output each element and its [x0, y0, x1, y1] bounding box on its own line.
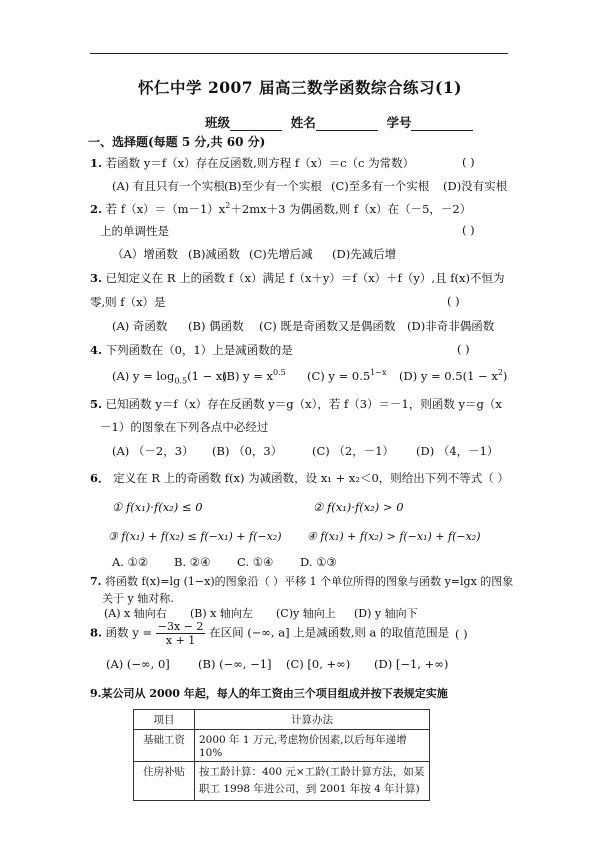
name-label: 姓名	[290, 115, 316, 130]
q6-option-b[interactable]: B. ②④	[174, 555, 211, 569]
q5-option-c[interactable]: (C) （2，－1）	[312, 444, 395, 458]
q3-option-b[interactable]: (B) 偶函数	[188, 319, 244, 333]
q6-option-a[interactable]: A. ①②	[112, 555, 149, 569]
q5-line2: －1）的图象在下列各点中必经过	[100, 420, 269, 434]
question-8: 8. 函数 y = $\frac{-3x - 2}{x + 1}$ 在区间 (−∞, a] 上是减函数,则 a 的取值范围是	[90, 620, 450, 647]
class-label: 班级	[205, 115, 231, 130]
table-cell: 基础工资	[134, 730, 195, 762]
q4-options	[112, 368, 507, 385]
class-field[interactable]	[230, 118, 282, 131]
q6-item-2: ② f(x₁)·f(x₂) > 0	[313, 500, 404, 514]
q3-options	[112, 318, 494, 334]
q8-options	[106, 657, 448, 671]
question-3: 3. 已知定义在 R 上的函数 f（x）满足 f（x＋y）＝f（x）＋f（y）,且 f(x)不恒为	[90, 271, 505, 285]
q2-option-a[interactable]: （A）增函数	[112, 247, 178, 261]
q5-option-a[interactable]: (A) （－2，3）	[112, 444, 194, 458]
q1-option-a[interactable]: (A) 有且只有一个实根	[112, 179, 225, 193]
q7-option-b[interactable]: (B) x 轴向左	[190, 607, 253, 620]
q5-option-b[interactable]: (B) （0，3）	[212, 444, 283, 458]
q1-options	[112, 178, 507, 194]
question-1: 1. 若函数 y＝f（x）存在反函数,则方程 f（x）＝c（c 为常数）	[90, 156, 415, 170]
q6-option-c[interactable]: C. ①④	[237, 555, 274, 569]
answer-paren-4[interactable]: ( )	[457, 342, 470, 356]
table-cell: 2000 年 1 万元,考虑物价因素,以后每年递增 10%	[195, 730, 430, 762]
q2-option-b[interactable]: (B)减函数	[188, 247, 240, 261]
q4-option-d[interactable]: (D) $y = 0.5(1 - x^2)$	[399, 368, 508, 383]
q6-options	[112, 555, 337, 569]
q4-option-b[interactable]: (B) $y = x^{0.5}$	[222, 368, 286, 383]
q1-option-d[interactable]: (D)没有实根	[443, 179, 508, 193]
table-header: 计算办法	[195, 710, 430, 730]
section-heading: 一、选择题(每题 5 分,共 60 分)	[88, 135, 266, 149]
q2-option-d[interactable]: (D)先减后增	[332, 247, 397, 261]
student-info	[205, 113, 473, 131]
q6-item-1: ① f(x₁)·f(x₂) ≤ 0	[112, 500, 203, 514]
q2-option-c[interactable]: (C)先增后减	[249, 247, 313, 261]
q3-line2: 零,则 f（x）是	[90, 295, 166, 309]
id-field[interactable]	[411, 118, 473, 131]
name-field[interactable]	[316, 118, 378, 131]
question-9: 9.某公司从 2000 年起，每人的年工资由三个项目组成并按下表规定实施	[90, 687, 448, 700]
q2-line2: 上的单调性是	[100, 224, 169, 238]
q8-fraction: $\frac{-3x - 2}{x + 1}$	[157, 620, 204, 647]
salary-table	[133, 709, 430, 801]
q7-line2: 关于 y 轴对称.	[102, 592, 174, 605]
answer-paren-8[interactable]: ( )	[455, 627, 468, 641]
q5-options	[112, 443, 498, 459]
answer-paren-2[interactable]: ( )	[462, 223, 475, 237]
id-label: 学号	[386, 115, 412, 130]
q7-option-a[interactable]: (A) x 轴向右	[104, 607, 167, 620]
q3-option-a[interactable]: (A) 奇函数	[112, 319, 168, 333]
q8-option-a[interactable]: (A) (−∞, 0]	[106, 657, 170, 671]
q8-option-d[interactable]: (D) [−1, +∞)	[374, 657, 449, 671]
q6-item-4: ④ f(x₁) + f(x₂) > f(−x₁) + f(−x₂)	[307, 530, 481, 543]
q1-option-c[interactable]: (C)至多有一个实根	[331, 179, 430, 193]
q8-option-c[interactable]: (C) [0, +∞)	[286, 657, 351, 671]
answer-paren-3[interactable]: ( )	[447, 294, 460, 308]
question-5: 5. 已知函数 y＝f（x）存在反函数 y＝g（x），若 f（3）＝－1，则函数 y＝g（x	[90, 397, 502, 411]
table-row	[134, 762, 430, 801]
q8-option-b[interactable]: (B) (−∞, −1]	[198, 657, 272, 671]
q7-option-d[interactable]: (D) y 轴向下	[354, 607, 418, 620]
q4-option-a[interactable]: (A) $y = \log_{0.5}(1 - x)$	[112, 368, 227, 386]
q1-option-b[interactable]: (B)至少有一个实根	[224, 179, 322, 193]
q3-option-d[interactable]: (D)非奇非偶函数	[407, 319, 495, 333]
page-title: 怀仁中学 2007 届高三数学函数综合练习(1)	[138, 78, 462, 97]
q5-option-d[interactable]: (D) （4，－1）	[416, 444, 499, 458]
question-7: 7. 将函数 f(x)=lg (1−x)的图象沿（ ）平移 1 个单位所得的图象与函数 y=lgx 的图象	[90, 575, 514, 588]
table-row	[134, 730, 430, 762]
q6-item-3: ③ f(x₁) + f(x₂) ≤ f(−x₁) + f(−x₂)	[108, 530, 282, 543]
q7-option-c[interactable]: (C)y 轴向上	[276, 607, 336, 620]
q6-option-d[interactable]: D. ①③	[300, 555, 337, 569]
q7-options	[104, 605, 418, 621]
question-2: 2. 若 $f(x)=(m-1)x^2+2mx+3$ 为偶函数,则 f（x）在（－5，－2）	[90, 201, 472, 216]
q3-option-c[interactable]: (C) 既是奇函数又是偶函数	[259, 319, 396, 333]
table-cell: 按工龄计算：400 元×工龄(工龄计算方法，如某职工 1998 年进公司，到 2001 年按 4 年计算)	[195, 762, 430, 801]
answer-paren-1[interactable]: ( )	[462, 155, 475, 169]
table-header: 项目	[134, 710, 195, 730]
header-rule	[90, 53, 508, 54]
table-cell: 住房补贴	[134, 762, 195, 801]
q4-option-c[interactable]: (C) $y = 0.5^{1-x}$	[307, 368, 387, 383]
q2-options	[112, 246, 396, 262]
question-6: 6． 定义在 R 上的奇函数 f(x) 为减函数，设 x₁ + x₂＜0，则给出下列不等式（ ）	[90, 471, 509, 485]
question-4: 4. 下列函数在（0，1）上是减函数的是	[90, 343, 293, 357]
table-header-row	[134, 710, 430, 730]
